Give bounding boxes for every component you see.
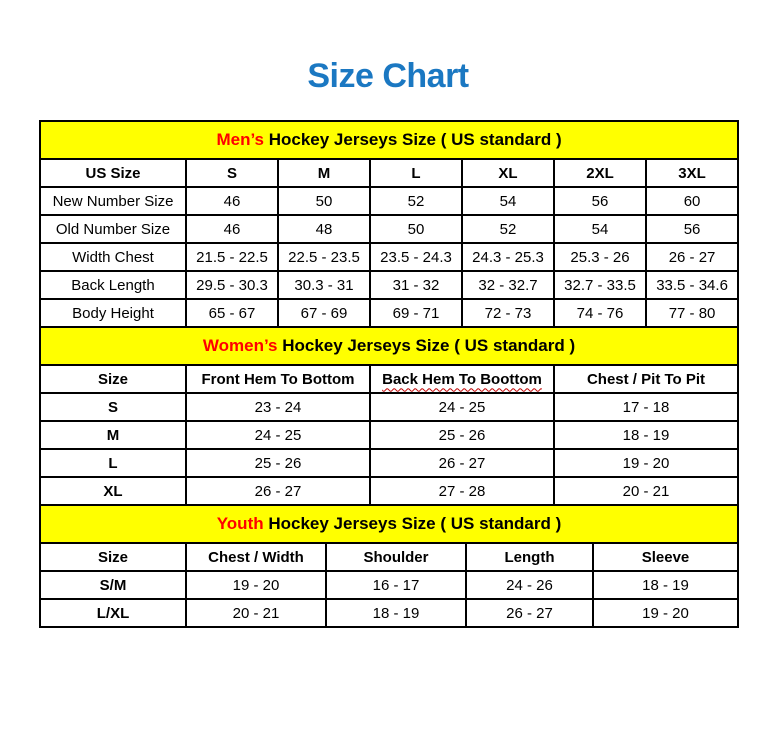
row-label: S/M (40, 571, 186, 599)
size-value-cell: 19 - 20 (186, 571, 326, 599)
column-header (326, 543, 466, 571)
row-label: XL (40, 477, 186, 505)
column-header (554, 365, 738, 393)
size-value-cell: 24.3 - 25.3 (462, 243, 554, 271)
size-value-cell: 60 (646, 187, 738, 215)
section-banner-rest: Hockey Jerseys Size ( US standard ) (264, 130, 562, 149)
section-banner-highlight: Men’s (216, 130, 264, 149)
row-label: S (40, 393, 186, 421)
size-value-cell: 46 (186, 187, 278, 215)
column-header-label: US Size (85, 164, 141, 182)
size-value-cell: 25.3 - 26 (554, 243, 646, 271)
size-tables-container (39, 120, 737, 628)
size-value-cell: 74 - 76 (554, 299, 646, 327)
table-row (40, 187, 738, 215)
table-row (40, 477, 738, 505)
column-header (370, 159, 462, 187)
section-banner-highlight: Women’s (202, 336, 278, 355)
size-value-cell: 33.5 - 34.6 (646, 271, 738, 299)
column-header (278, 159, 370, 187)
column-header-label: Size (97, 370, 128, 388)
size-value-cell: 24 - 25 (186, 421, 370, 449)
row-label: Body Height (40, 299, 186, 327)
size-value-cell: 32.7 - 33.5 (554, 271, 646, 299)
column-header-label: Sleeve (641, 548, 690, 566)
row-label: L (40, 449, 186, 477)
size-value-cell: 56 (554, 187, 646, 215)
table-row (40, 271, 738, 299)
size-chart-page (0, 54, 776, 628)
size-value-cell: 24 - 25 (370, 393, 554, 421)
size-value-cell: 65 - 67 (186, 299, 278, 327)
row-label: M (40, 421, 186, 449)
size-value-cell: 26 - 27 (186, 477, 370, 505)
size-value-cell: 23.5 - 24.3 (370, 243, 462, 271)
column-header-label: L (411, 164, 421, 182)
size-value-cell: 16 - 17 (326, 571, 466, 599)
size-value-cell: 30.3 - 31 (278, 271, 370, 299)
column-header-label: Back Hem To Boottom (382, 370, 542, 388)
section-banner-highlight: Youth (216, 514, 264, 533)
table-header-row (40, 543, 738, 571)
size-table-mens (39, 120, 739, 328)
table-row (40, 243, 738, 271)
table-row (40, 421, 738, 449)
size-value-cell: 56 (646, 215, 738, 243)
size-value-cell: 22.5 - 23.5 (278, 243, 370, 271)
size-value-cell: 19 - 20 (554, 449, 738, 477)
size-value-cell: 20 - 21 (554, 477, 738, 505)
column-header (466, 543, 593, 571)
size-value-cell: 52 (370, 187, 462, 215)
column-header (40, 543, 186, 571)
column-header (593, 543, 738, 571)
size-table-womens (39, 326, 739, 506)
section-banner-youth (40, 505, 738, 543)
size-value-cell: 72 - 73 (462, 299, 554, 327)
section-banner-text (40, 505, 738, 543)
page-title: Size Chart (307, 57, 469, 95)
row-label: Back Length (40, 271, 186, 299)
size-value-cell: 46 (186, 215, 278, 243)
column-header-label: Size (97, 548, 128, 566)
size-value-cell: 29.5 - 30.3 (186, 271, 278, 299)
section-banner-text (40, 121, 738, 159)
size-value-cell: 25 - 26 (186, 449, 370, 477)
size-value-cell: 50 (370, 215, 462, 243)
section-banner-rest: Hockey Jerseys Size ( US standard ) (263, 514, 562, 533)
size-value-cell: 31 - 32 (370, 271, 462, 299)
column-header-label: Front Hem To Bottom (201, 370, 355, 388)
column-header (186, 365, 370, 393)
size-value-cell: 27 - 28 (370, 477, 554, 505)
column-header (40, 159, 186, 187)
size-table-youth (39, 504, 739, 628)
size-value-cell: 18 - 19 (326, 599, 466, 627)
size-value-cell: 69 - 71 (370, 299, 462, 327)
table-header-row (40, 365, 738, 393)
size-value-cell: 50 (278, 187, 370, 215)
column-header (186, 159, 278, 187)
row-label: New Number Size (40, 187, 186, 215)
section-banner-rest: Hockey Jerseys Size ( US standard ) (277, 336, 576, 355)
column-header (554, 159, 646, 187)
row-label: L/XL (40, 599, 186, 627)
section-banner-mens (40, 121, 738, 159)
size-value-cell: 26 - 27 (646, 243, 738, 271)
size-value-cell: 20 - 21 (186, 599, 326, 627)
column-header (370, 365, 554, 393)
size-value-cell: 23 - 24 (186, 393, 370, 421)
size-value-cell: 26 - 27 (466, 599, 593, 627)
column-header (646, 159, 738, 187)
size-value-cell: 32 - 32.7 (462, 271, 554, 299)
column-header-label: M (317, 164, 331, 182)
size-value-cell: 48 (278, 215, 370, 243)
size-value-cell: 25 - 26 (370, 421, 554, 449)
column-header-label: 2XL (586, 164, 614, 182)
row-label: Width Chest (40, 243, 186, 271)
size-value-cell: 19 - 20 (593, 599, 738, 627)
table-row (40, 571, 738, 599)
table-row (40, 599, 738, 627)
size-value-cell: 24 - 26 (466, 571, 593, 599)
size-value-cell: 52 (462, 215, 554, 243)
column-header-label: Length (504, 548, 555, 566)
size-value-cell: 54 (462, 187, 554, 215)
column-header-label: Chest / Width (208, 548, 304, 566)
table-row (40, 393, 738, 421)
size-value-cell: 54 (554, 215, 646, 243)
size-value-cell: 26 - 27 (370, 449, 554, 477)
row-label: Old Number Size (40, 215, 186, 243)
column-header-label: S (226, 164, 237, 182)
size-value-cell: 18 - 19 (554, 421, 738, 449)
column-header-label: 3XL (678, 164, 706, 182)
column-header-label: XL (498, 164, 518, 182)
column-header-label: Chest / Pit To Pit (586, 370, 706, 388)
column-header (186, 543, 326, 571)
table-row (40, 449, 738, 477)
size-value-cell: 18 - 19 (593, 571, 738, 599)
column-header (40, 365, 186, 393)
size-value-cell: 21.5 - 22.5 (186, 243, 278, 271)
size-value-cell: 67 - 69 (278, 299, 370, 327)
size-value-cell: 77 - 80 (646, 299, 738, 327)
table-row (40, 215, 738, 243)
table-row (40, 299, 738, 327)
section-banner-text (40, 327, 738, 365)
size-value-cell: 17 - 18 (554, 393, 738, 421)
section-banner-womens (40, 327, 738, 365)
column-header (462, 159, 554, 187)
table-header-row (40, 159, 738, 187)
column-header-label: Shoulder (363, 548, 429, 566)
